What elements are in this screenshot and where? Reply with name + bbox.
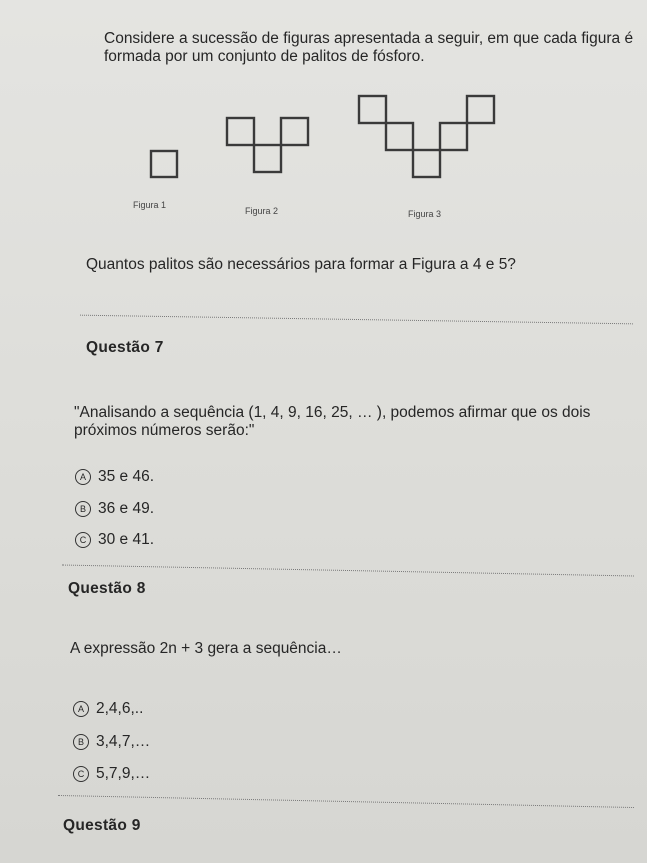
figure-2-square-3: [281, 118, 308, 145]
divider: [80, 315, 633, 325]
figure-3-square-4: [440, 123, 467, 150]
q7-statement: "Analisando a sequência (1, 4, 9, 16, 25, … ), podemos afirmar que os dois próximos números serão:": [74, 404, 591, 439]
q8-heading: Questão 8: [68, 580, 146, 597]
figure-3-caption: Figura 3: [408, 209, 442, 219]
figure-2-square-1: [227, 118, 254, 145]
option-text: 2,4,6,..: [96, 700, 144, 717]
option-letter-badge: A: [73, 701, 89, 717]
figure-2-square-2: [254, 145, 281, 172]
q7-heading: Questão 7: [86, 339, 164, 356]
option-text: 30 e 41.: [98, 531, 155, 548]
option-letter-badge: C: [73, 766, 89, 782]
figure-1-caption: Figura 1: [133, 200, 167, 210]
option-text: 3,4,7,…: [96, 733, 151, 750]
option-letter-badge: B: [73, 734, 89, 750]
q7-option-b[interactable]: [75, 500, 154, 518]
q8-option-c[interactable]: [73, 765, 150, 783]
matchstick-figures-drawing: [140, 88, 540, 238]
q7-option-a[interactable]: [75, 468, 154, 486]
option-text: 5,7,9,…: [96, 765, 151, 782]
q8-statement: A expressão 2n + 3 gera a sequência…: [70, 640, 342, 657]
q7-option-c[interactable]: [75, 531, 154, 549]
q8-option-b[interactable]: [73, 733, 150, 751]
matchstick-figures: [133, 88, 540, 238]
intro-text: Considere a sucessão de figuras apresentada a seguir, em que cada figura é formada por um conjunto de palitos de fósforo.: [104, 30, 634, 65]
figure-3-square-3: [413, 150, 440, 177]
option-text: 35 e 46.: [98, 468, 155, 485]
option-letter-badge: B: [75, 501, 91, 517]
divider: [62, 565, 634, 577]
question-prompt: Quantos palitos são necessários para formar a Figura a 4 e 5?: [86, 256, 516, 273]
option-letter-badge: C: [75, 532, 91, 548]
option-letter-badge: A: [75, 469, 91, 485]
figure-2-caption: Figura 2: [245, 206, 279, 216]
option-text: 36 e 49.: [98, 500, 155, 517]
figure-1-square: [151, 151, 177, 177]
figure-3-square-2: [386, 123, 413, 150]
q8-option-a[interactable]: [73, 700, 143, 718]
figure-3-square-1: [359, 96, 386, 123]
divider: [58, 795, 634, 808]
figure-3-square-5: [467, 96, 494, 123]
q9-heading: Questão 9: [63, 817, 141, 834]
